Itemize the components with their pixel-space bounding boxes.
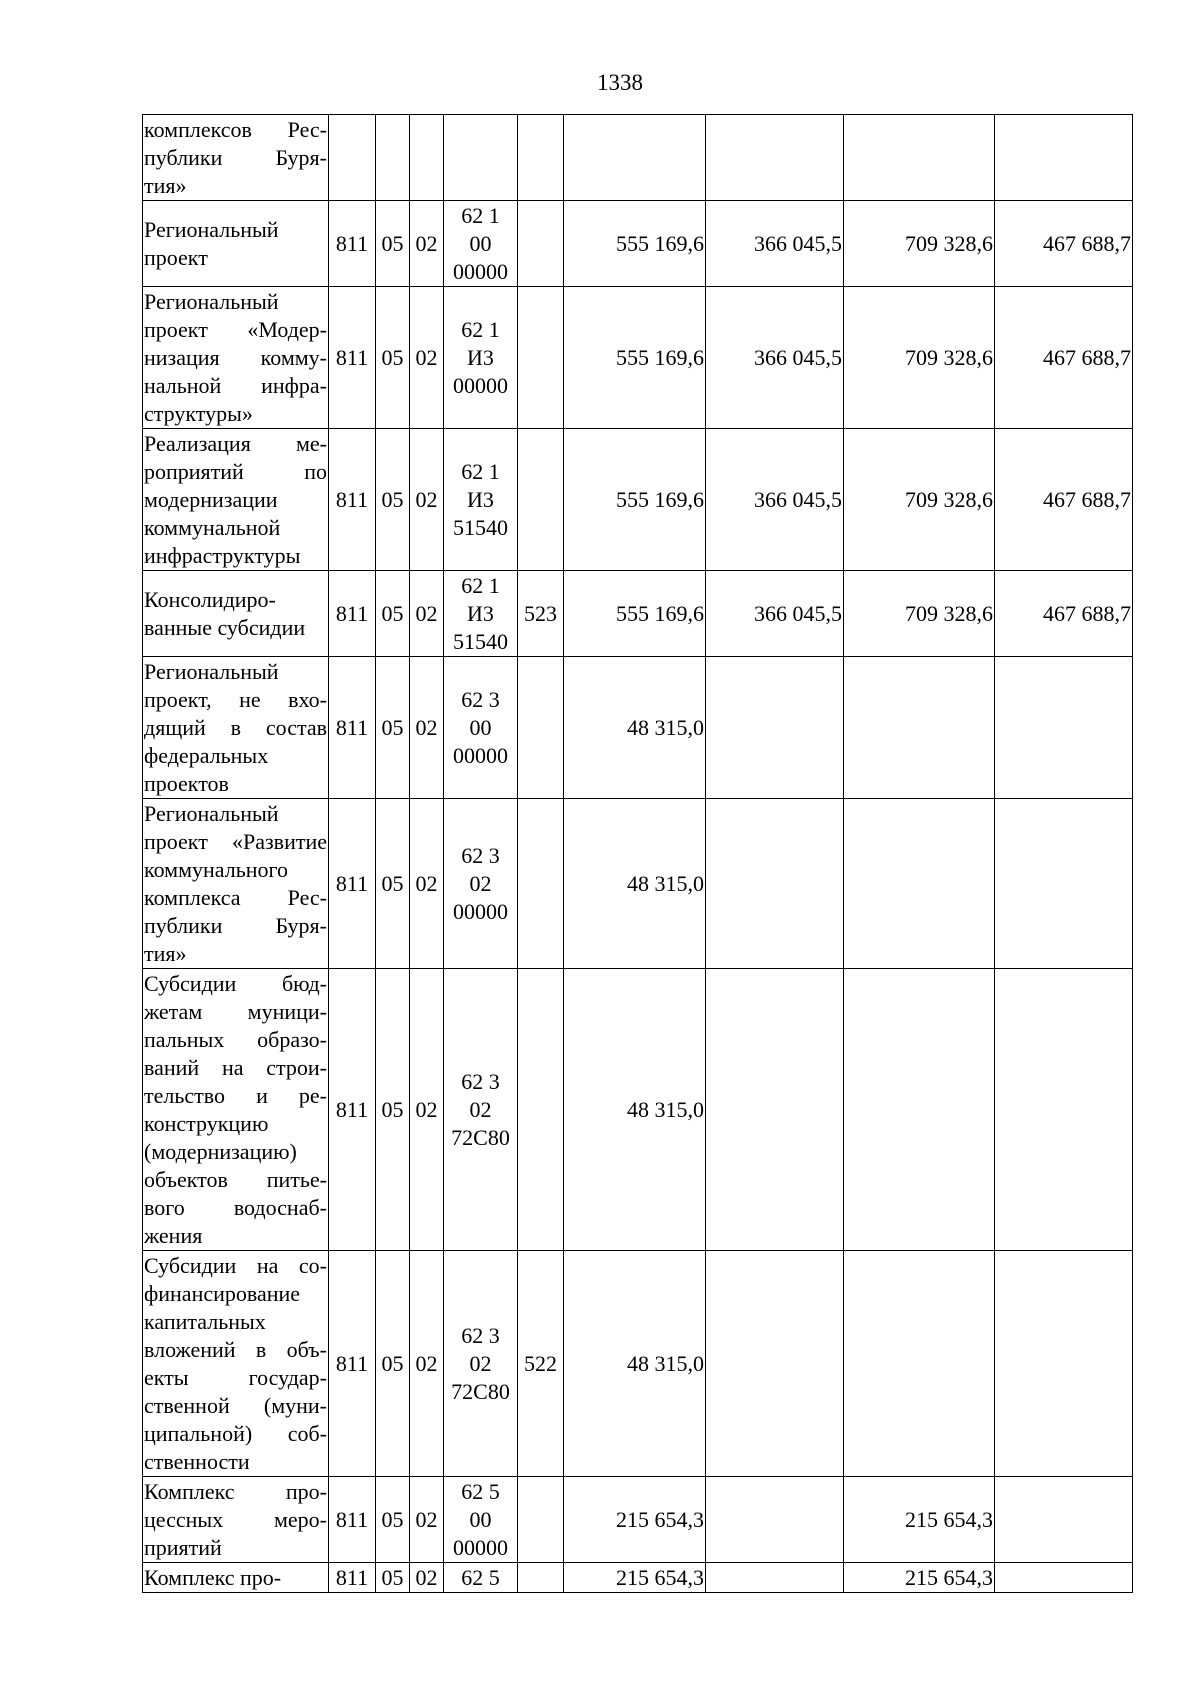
amount-col-3: 215 654,3 [844, 1563, 995, 1593]
target-article-code [444, 657, 518, 799]
subsection-code: 02 [410, 1251, 444, 1477]
budget-table [142, 114, 1133, 1593]
row-name [143, 799, 329, 969]
section-code: 05 [376, 1477, 410, 1563]
row-name-line: Субсидии бюд- [144, 970, 327, 996]
row-name-line: Региональный [144, 216, 279, 242]
row-name [143, 1251, 329, 1477]
target-article-code-line: 72С80 [451, 1124, 510, 1150]
expense-type-code [518, 799, 564, 969]
amount-col-1 [564, 115, 706, 201]
target-article-code-line: 62 3 [461, 1322, 500, 1348]
amount-col-3 [844, 799, 995, 969]
target-article-code-line: 02 [469, 1350, 492, 1376]
row-name-line: жетам муници- [144, 998, 327, 1024]
target-article-code-line: 02 [469, 870, 492, 896]
amount-col-1: 48 315,0 [564, 657, 706, 799]
row-name-line: капитальных [144, 1308, 266, 1334]
amount-col-3 [844, 969, 995, 1251]
target-article-code-line: 51540 [453, 514, 508, 540]
row-name-line: структуры» [144, 400, 253, 426]
target-article-code-line: 62 5 [461, 1478, 500, 1504]
row-name-line: (модернизацию) [144, 1138, 297, 1164]
row-name-line: вложений в объ- [144, 1336, 327, 1362]
table-body [143, 115, 1133, 1593]
section-code: 05 [376, 287, 410, 429]
amount-col-2 [706, 657, 844, 799]
target-article-code-line: 62 1 [461, 316, 500, 342]
amount-col-1: 555 169,6 [564, 571, 706, 657]
amount-col-4 [995, 969, 1133, 1251]
row-name-line: ципальной) соб- [144, 1420, 327, 1446]
target-article-code-line: 00000 [453, 1534, 508, 1560]
row-name-line: коммунального [144, 856, 288, 882]
row-name-line: Реализация ме- [144, 430, 327, 456]
section-code: 05 [376, 969, 410, 1251]
row-name-line: проектов [144, 770, 229, 796]
target-article-code [444, 115, 518, 201]
row-name-line: модернизации [144, 486, 278, 512]
amount-col-4 [995, 657, 1133, 799]
admin-code: 811 [329, 429, 376, 571]
row-name-line: ванные субсидии [144, 614, 306, 640]
row-name-line: проект «Развитие [144, 828, 327, 854]
row-name-line: дящий в состав [144, 714, 327, 740]
page-number: 1338 [597, 70, 643, 95]
row-name-line: публики Буря- [144, 144, 327, 170]
row-name-line: проект, не вхо- [144, 686, 327, 712]
amount-col-2 [706, 799, 844, 969]
section-code: 05 [376, 1563, 410, 1593]
table-row [143, 115, 1133, 201]
subsection-code: 02 [410, 1477, 444, 1563]
admin-code: 811 [329, 657, 376, 799]
row-name-line: тия» [144, 940, 187, 966]
row-name-line: тия» [144, 172, 187, 198]
expense-type-code [518, 969, 564, 1251]
target-article-code-line: 62 1 [461, 458, 500, 484]
amount-col-4: 467 688,7 [995, 571, 1133, 657]
admin-code: 811 [329, 799, 376, 969]
admin-code: 811 [329, 287, 376, 429]
amount-col-1: 48 315,0 [564, 1251, 706, 1477]
row-name [143, 287, 329, 429]
row-name-line: Комплекс про- [144, 1478, 327, 1504]
table-row [143, 969, 1133, 1251]
expense-type-code [518, 1563, 564, 1593]
row-name-line: проект «Модер- [144, 316, 327, 342]
row-name-line: ственности [144, 1448, 250, 1474]
table-row [143, 287, 1133, 429]
row-name-line: приятий [144, 1534, 222, 1560]
amount-col-3 [844, 657, 995, 799]
amount-col-4: 467 688,7 [995, 429, 1133, 571]
amount-col-1: 555 169,6 [564, 201, 706, 287]
target-article-code-line: 00000 [453, 258, 508, 284]
row-name [143, 1477, 329, 1563]
admin-code: 811 [329, 571, 376, 657]
table-row [143, 799, 1133, 969]
target-article-code-line: 51540 [453, 628, 508, 654]
row-name-line: Комплекс про- [144, 1564, 282, 1590]
expense-type-code [518, 657, 564, 799]
row-name-line: публики Буря- [144, 912, 327, 938]
amount-col-2: 366 045,5 [706, 287, 844, 429]
target-article-code-line: 62 5 [461, 1564, 500, 1590]
target-article-code-line: 62 3 [461, 842, 500, 868]
target-article-code [444, 969, 518, 1251]
subsection-code: 02 [410, 287, 444, 429]
admin-code [329, 115, 376, 201]
row-name-line: проект [144, 244, 208, 270]
row-name-line: екты государ- [144, 1364, 327, 1390]
amount-col-3 [844, 1251, 995, 1477]
section-code: 05 [376, 657, 410, 799]
target-article-code-line: 00 [469, 230, 492, 256]
row-name-line: ваний на строи- [144, 1054, 327, 1080]
amount-col-3: 709 328,6 [844, 571, 995, 657]
admin-code: 811 [329, 1251, 376, 1477]
subsection-code: 02 [410, 969, 444, 1251]
row-name [143, 1563, 329, 1593]
subsection-code [410, 115, 444, 201]
table-row [143, 1477, 1133, 1563]
row-name-line: инфраструктуры [144, 542, 301, 568]
target-article-code [444, 571, 518, 657]
amount-col-2: 366 045,5 [706, 571, 844, 657]
amount-col-4 [995, 1563, 1133, 1593]
row-name-line: объектов питье- [144, 1166, 327, 1192]
subsection-code: 02 [410, 429, 444, 571]
row-name-line: Субсидии на со- [144, 1252, 327, 1278]
admin-code: 811 [329, 201, 376, 287]
expense-type-code [518, 115, 564, 201]
amount-col-2 [706, 1251, 844, 1477]
row-name [143, 429, 329, 571]
table-row [143, 1251, 1133, 1477]
amount-col-4: 467 688,7 [995, 287, 1133, 429]
target-article-code-line: 62 3 [461, 686, 500, 712]
expense-type-code [518, 201, 564, 287]
row-name-line: жения [144, 1222, 203, 1248]
target-article-code-line: И3 [467, 486, 494, 512]
subsection-code: 02 [410, 799, 444, 969]
row-name-line: финансирование [144, 1280, 301, 1306]
section-code: 05 [376, 429, 410, 571]
amount-col-2 [706, 1563, 844, 1593]
row-name [143, 115, 329, 201]
target-article-code [444, 429, 518, 571]
amount-col-3: 709 328,6 [844, 287, 995, 429]
target-article-code-line: И3 [467, 344, 494, 370]
amount-col-2 [706, 1477, 844, 1563]
section-code: 05 [376, 571, 410, 657]
amount-col-4 [995, 115, 1133, 201]
amount-col-3 [844, 115, 995, 201]
amount-col-4 [995, 799, 1133, 969]
row-name-line: тельство и ре- [144, 1082, 327, 1108]
row-name-line: пальных образо- [144, 1026, 327, 1052]
expense-type-code [518, 429, 564, 571]
table-row [143, 657, 1133, 799]
target-article-code-line: 00 [469, 1506, 492, 1532]
target-article-code [444, 1563, 518, 1593]
subsection-code: 02 [410, 1563, 444, 1593]
amount-col-1: 555 169,6 [564, 429, 706, 571]
target-article-code [444, 799, 518, 969]
section-code [376, 115, 410, 201]
amount-col-2: 366 045,5 [706, 429, 844, 571]
target-article-code-line: 00000 [453, 372, 508, 398]
row-name-line: конструкцию [144, 1110, 269, 1136]
amount-col-1: 48 315,0 [564, 969, 706, 1251]
table-row [143, 201, 1133, 287]
row-name-line: коммунальной [144, 514, 281, 540]
admin-code: 811 [329, 969, 376, 1251]
row-name-line: комплексов Рес- [144, 116, 327, 142]
amount-col-3: 709 328,6 [844, 429, 995, 571]
expense-type-code: 523 [518, 571, 564, 657]
expense-type-code [518, 287, 564, 429]
amount-col-4 [995, 1477, 1133, 1563]
target-article-code-line: 72С80 [451, 1378, 510, 1404]
row-name-line: Региональный [144, 800, 279, 826]
amount-col-2 [706, 115, 844, 201]
subsection-code: 02 [410, 201, 444, 287]
section-code: 05 [376, 799, 410, 969]
row-name-line: нальной инфра- [144, 372, 327, 398]
section-code: 05 [376, 1251, 410, 1477]
row-name-line: вого водоснаб- [144, 1194, 327, 1220]
amount-col-3: 215 654,3 [844, 1477, 995, 1563]
row-name [143, 969, 329, 1251]
table-row [143, 429, 1133, 571]
table-row [143, 1563, 1133, 1593]
subsection-code: 02 [410, 571, 444, 657]
row-name-line: Консолидиро- [144, 586, 276, 612]
target-article-code-line: 00000 [453, 742, 508, 768]
amount-col-4: 467 688,7 [995, 201, 1133, 287]
target-article-code-line: 00000 [453, 898, 508, 924]
row-name-line: Региональный [144, 658, 279, 684]
section-code: 05 [376, 201, 410, 287]
target-article-code [444, 1477, 518, 1563]
amount-col-1: 555 169,6 [564, 287, 706, 429]
expense-type-code: 522 [518, 1251, 564, 1477]
row-name [143, 201, 329, 287]
amount-col-1: 215 654,3 [564, 1563, 706, 1593]
amount-col-4 [995, 1251, 1133, 1477]
amount-col-1: 48 315,0 [564, 799, 706, 969]
row-name [143, 571, 329, 657]
row-name-line: роприятий по [144, 458, 327, 484]
row-name [143, 657, 329, 799]
expense-type-code [518, 1477, 564, 1563]
target-article-code-line: 62 1 [461, 572, 500, 598]
row-name-line: федеральных [144, 742, 269, 768]
amount-col-2 [706, 969, 844, 1251]
target-article-code-line: 00 [469, 714, 492, 740]
table-row [143, 571, 1133, 657]
amount-col-1: 215 654,3 [564, 1477, 706, 1563]
admin-code: 811 [329, 1477, 376, 1563]
target-article-code-line: И3 [467, 600, 494, 626]
row-name-line: низация комму- [144, 344, 327, 370]
target-article-code-line: 62 3 [461, 1068, 500, 1094]
row-name-line: Региональный [144, 288, 279, 314]
amount-col-2: 366 045,5 [706, 201, 844, 287]
target-article-code [444, 287, 518, 429]
target-article-code [444, 1251, 518, 1477]
row-name-line: цессных меро- [144, 1506, 327, 1532]
admin-code: 811 [329, 1563, 376, 1593]
target-article-code-line: 02 [469, 1096, 492, 1122]
amount-col-3: 709 328,6 [844, 201, 995, 287]
target-article-code [444, 201, 518, 287]
target-article-code-line: 62 1 [461, 202, 500, 228]
subsection-code: 02 [410, 657, 444, 799]
row-name-line: ственной (муни- [144, 1392, 327, 1418]
row-name-line: комплекса Рес- [144, 884, 327, 910]
